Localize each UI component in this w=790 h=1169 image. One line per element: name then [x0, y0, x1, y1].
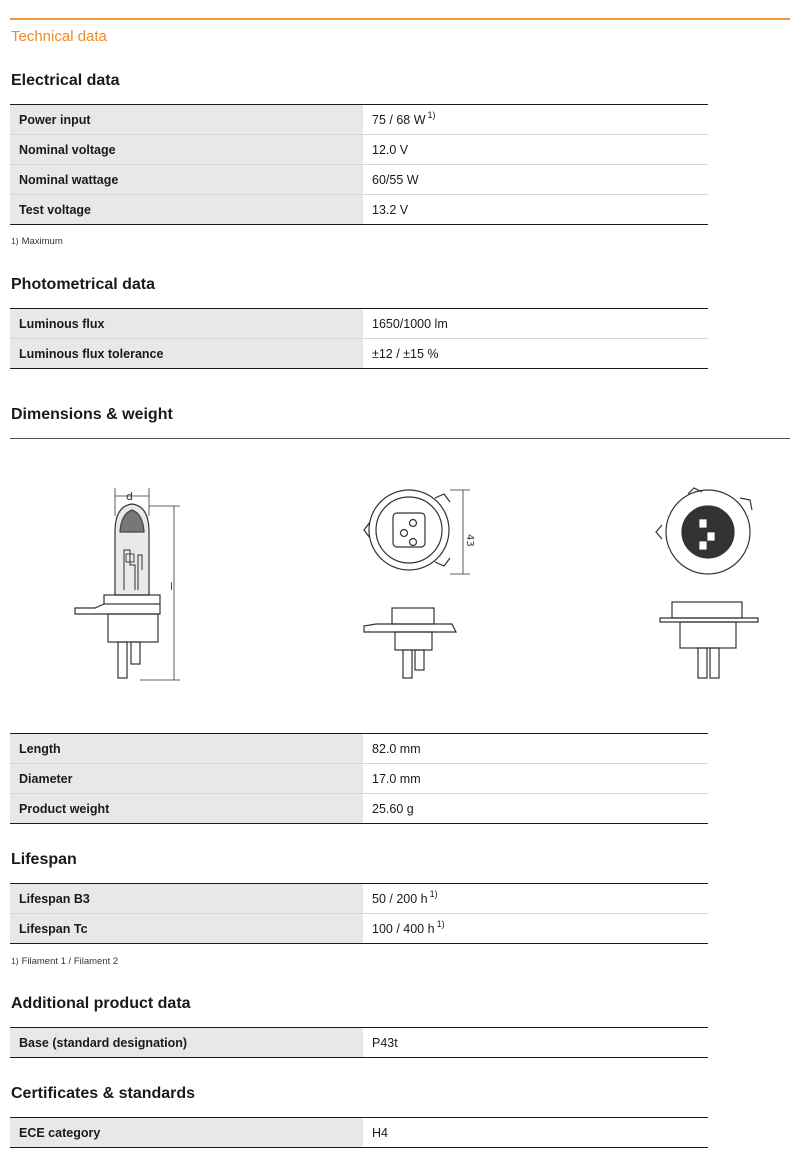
certificates-table — [10, 1117, 708, 1148]
dim-label-d: d — [126, 490, 133, 503]
row-label: Length — [10, 734, 363, 764]
row-label: Test voltage — [10, 195, 363, 225]
row-label: Lifespan B3 — [10, 884, 363, 914]
footnote-electrical — [11, 236, 63, 247]
row-value: 82.0 mm — [363, 734, 708, 764]
row-label: Diameter — [10, 764, 363, 794]
lifespan-table — [10, 883, 708, 944]
row-label: Luminous flux tolerance — [10, 339, 363, 369]
row-label: Nominal voltage — [10, 135, 363, 165]
footnote-mark: 1) — [11, 236, 19, 246]
table-row — [10, 195, 708, 225]
table-row — [10, 1028, 708, 1058]
footnote-ref: 1) — [427, 109, 436, 120]
row-label: ECE category — [10, 1118, 363, 1148]
row-value: 13.2 V — [363, 195, 708, 225]
table-row — [10, 165, 708, 195]
dim-label-43: 43 — [464, 534, 475, 547]
table-row — [10, 1118, 708, 1148]
table-row — [10, 764, 708, 794]
section-title-additional: Additional product data — [11, 995, 191, 1012]
row-value: 100 / 400 h — [372, 921, 435, 936]
row-label: Luminous flux — [10, 309, 363, 339]
footnote-ref: 1) — [436, 918, 445, 929]
section-title-electrical: Electrical data — [11, 72, 120, 89]
table-row — [10, 884, 708, 914]
row-value: P43t — [363, 1028, 708, 1058]
row-value: 50 / 200 h — [372, 891, 428, 906]
additional-table — [10, 1027, 708, 1058]
page-title: Technical data — [11, 28, 107, 45]
table-row — [10, 339, 708, 369]
dim-label-l: l — [170, 582, 173, 593]
table-row — [10, 135, 708, 165]
section-title-dimensions: Dimensions & weight — [11, 406, 173, 423]
row-value-cell — [363, 884, 708, 914]
lamp-bottom-view-drawing — [656, 488, 758, 678]
section-title-certificates: Certificates & standards — [11, 1085, 196, 1102]
footnote-mark: 1) — [11, 956, 19, 966]
row-value: 75 / 68 W — [372, 112, 426, 127]
section-title-lifespan: Lifespan — [11, 851, 77, 868]
photometrical-table — [10, 308, 708, 369]
dimensions-table — [10, 733, 708, 824]
table-row — [10, 105, 708, 135]
row-label: Lifespan Tc — [10, 914, 363, 944]
table-row — [10, 794, 708, 824]
electrical-table — [10, 104, 708, 225]
table-row — [10, 914, 708, 944]
row-value: 1650/1000 lm — [363, 309, 708, 339]
footnote-ref: 1) — [429, 888, 438, 899]
lamp-side-view-drawing — [75, 488, 180, 680]
dimensions-rule — [10, 438, 790, 439]
row-label: Base (standard designation) — [10, 1028, 363, 1058]
row-value-cell — [363, 914, 708, 944]
row-value: 12.0 V — [363, 135, 708, 165]
row-value: 60/55 W — [363, 165, 708, 195]
row-label: Nominal wattage — [10, 165, 363, 195]
footnote-lifespan — [11, 956, 118, 967]
row-value: H4 — [363, 1118, 708, 1148]
header-rule — [10, 18, 790, 20]
table-row — [10, 734, 708, 764]
row-label: Power input — [10, 105, 363, 135]
footnote-text: Maximum — [21, 236, 63, 247]
section-title-photometrical: Photometrical data — [11, 276, 156, 293]
row-value: 17.0 mm — [363, 764, 708, 794]
lamp-technical-drawing — [0, 470, 790, 695]
row-value: ±12 / ±15 % — [363, 339, 708, 369]
footnote-text: Filament 1 / Filament 2 — [21, 956, 119, 967]
table-row — [10, 309, 708, 339]
row-value-cell — [363, 105, 708, 135]
lamp-top-view-drawing — [364, 490, 475, 678]
row-label: Product weight — [10, 794, 363, 824]
row-value: 25.60 g — [363, 794, 708, 824]
